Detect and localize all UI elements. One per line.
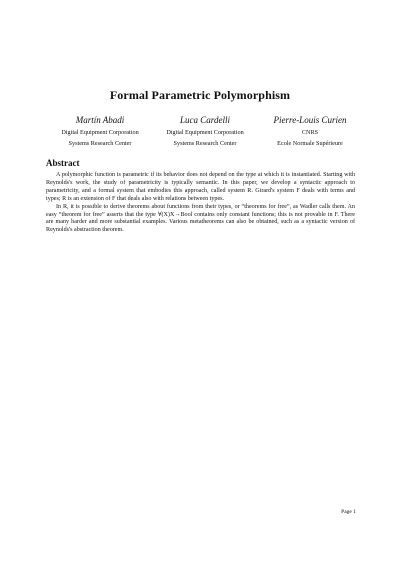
page-number: Page 1 [341, 509, 356, 515]
author-name: Pierre-Louis Curien [273, 115, 347, 125]
author-name: Martín Abadi [75, 115, 125, 125]
author-affiliation: Systems Research Center [173, 140, 237, 147]
abstract-heading: Abstract [46, 158, 80, 168]
author-affiliation: Digital Equipment Corporation [61, 129, 139, 136]
abstract-body [46, 172, 355, 235]
page-title: Formal Parametric Polymorphism [109, 88, 291, 102]
author-block [155, 115, 255, 148]
abstract-paragraph: In R, it is possible to derive theorems about functions from their types, or “theorems for free”, as Wadler calls them. An easy “theorem for free” asserts that the type ∀(X)X→Bool contains only constant functions; this is not provable in F. There are many harder and more substantial examples. Various metatheorems can also be obtained, such as a syntactic version of Reynolds's abstraction theorem. [46, 203, 355, 234]
author-block [260, 115, 360, 148]
abstract-paragraph: A polymorphic function is parametric if its behavior does not depend on the type at which it is instantiated. Starting with Reynolds's work, the study of parametricity is typically semantic. In this paper, we develop a syntactic approach to parametricity, and a formal system that embodies this approach, called system R. Girard's system F deals with terms and types; R is an extension of F that deals also with relations between types. [46, 172, 355, 202]
author-affiliation: Ecole Normale Supérieure [277, 140, 343, 147]
author-affiliation: Systems Research Center [68, 140, 132, 147]
author-affiliation: Digital Equipment Corporation [166, 129, 244, 136]
author-affiliation: CNRS [301, 129, 319, 136]
author-list [50, 115, 360, 148]
author-block [50, 115, 150, 148]
author-name: Luca Cardelli [180, 115, 230, 125]
